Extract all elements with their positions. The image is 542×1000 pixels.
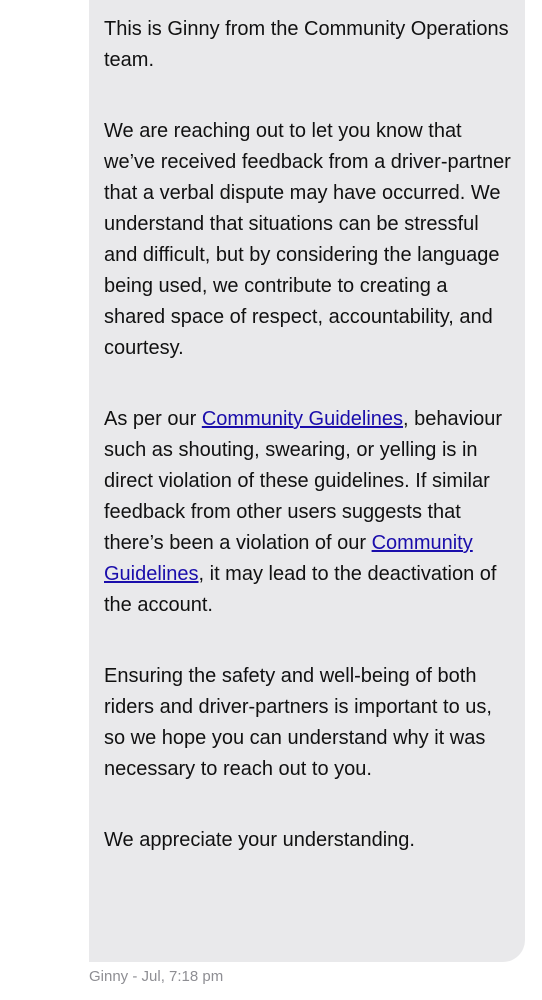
guidelines-text-start: As per our [104,408,202,430]
community-guidelines-link-2[interactable]: Community Guidelines [104,532,473,585]
community-guidelines-link[interactable]: Community Guidelines [201,408,404,430]
message-paragraph-feedback: We are reaching out to let you know that we’ve received feedback from a driver-partner that a verbal dispute may have occurred. We understand that situations can be stressful and difficult, but by considering the language being used, we contribute to creating a shared space of respect, accountability, and courtesy. [104,120,511,359]
message-bubble [89,0,525,962]
guidelines-text-middle: , behaviour such as shouting, swearing, or yelling is in direct violation of these guidelines. If similar feedback from other users suggests that there’s been a violation of our [104,408,502,554]
message-paragraph-safety: Ensuring the safety and well-being of both riders and driver-partners is important to us, so we hope you can understand why it was necessary to reach out to you. [104,665,492,780]
message-sender-timestamp: Ginny - Jul, 7:18 pm [89,968,224,985]
message-paragraph-intro: This is Ginny from the Community Operations team. [104,18,509,71]
guidelines-text-end: , it may lead to the deactivation of the account. [104,563,497,616]
message-paragraph-closing: We appreciate your understanding. [104,829,415,851]
message-paragraph-guidelines [104,404,511,621]
